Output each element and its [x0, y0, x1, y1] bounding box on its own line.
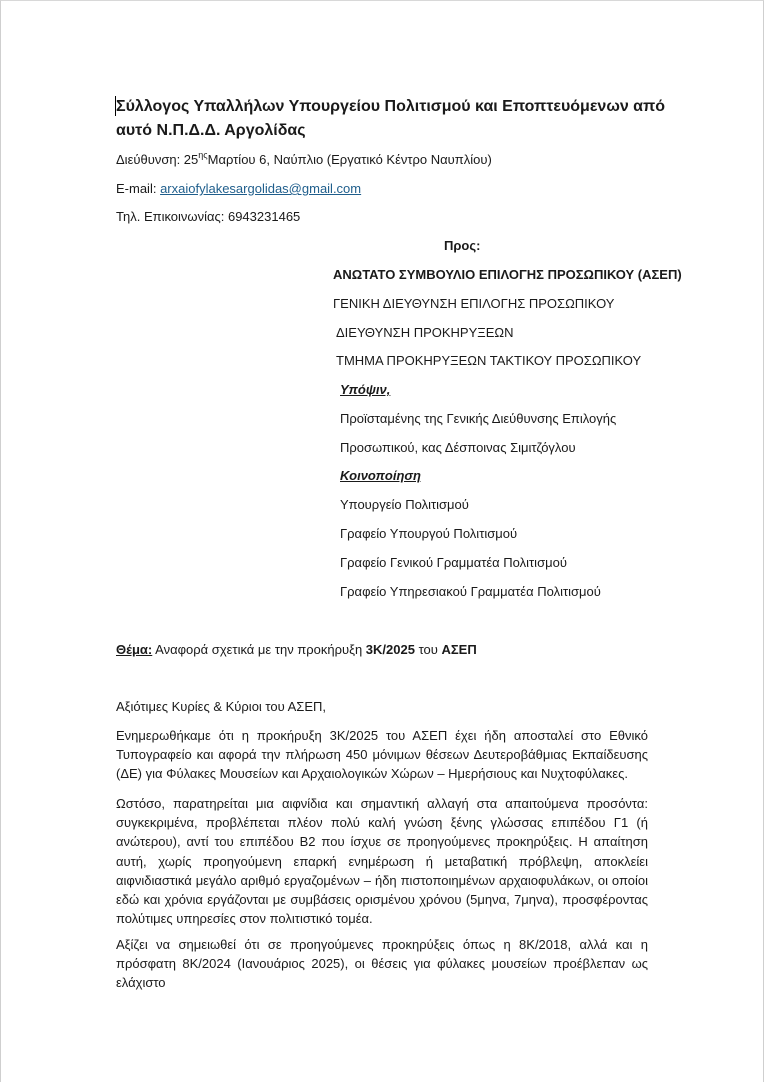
subject-line [116, 641, 477, 659]
body-paragraph-1: Ενημερωθήκαμε ότι η προκήρυξη 3Κ/2025 του ΑΣΕΠ έχει ήδη αποσταλεί στο Εθνικό Τυπογραφείο και αφορά την πλήρωση 450 μόνιμων θέσεων Δευτεροβάθμιας Εκπαίδευσης (ΔΕ) για Φύλακες Μουσείων και Αρχαιολογικών Χώρων – Ημερήσιους και Νυχτοφύλακες. [116, 728, 648, 782]
body-paragraph-3: Αξίζει να σημειωθεί ότι σε προηγούμενες προκηρύξεις όπως η 8Κ/2018, αλλά και η πρόσφατη 8Κ/2024 (Ιανουάριος 2025), οι θέσεις για φύλακες μουσείων προέβλεπαν ως ελάχιστο [116, 937, 648, 991]
cc-line-2: Γραφείο Υπουργού Πολιτισμού [340, 526, 518, 541]
cc-line-3: Γραφείο Γενικού Γραμματέα Πολιτισμού [340, 555, 567, 570]
recipient-line-4: ΤΜΗΜΑ ΠΡΟΚΗΡΥΞΕΩΝ ΤΑΚΤΙΚΟΥ ΠΡΟΣΩΠΙΚΟΥ [336, 353, 642, 368]
address-label: Διεύθυνση: 25 [116, 152, 199, 167]
cc-line-1: Υπουργείο Πολιτισμού [340, 497, 469, 512]
recipient-line-2: ΓΕΝΙΚΗ ΔΙΕΥΘΥΝΣΗ ΕΠΙΛΟΓΗΣ ΠΡΟΣΩΠΙΚΟΥ [333, 296, 615, 311]
attention-line-1: Προϊσταμένης της Γενικής Διεύθυνσης Επιλογής [340, 411, 617, 426]
address-superscript: ης [198, 149, 208, 160]
recipient-line-1: ΑΝΩΤΑΤΟ ΣΥΜΒΟΥΛΙΟ ΕΠΙΛΟΓΗΣ ΠΡΟΣΩΠΙΚΟΥ (ΑΣΕΠ) [333, 267, 682, 282]
address-line [116, 151, 492, 169]
body-paragraph-2: Ωστόσο, παρατηρείται μια αιφνίδια και σημαντική αλλαγή στα απαιτούμενα προσόντα: συγκεκριμένα, προβλέπεται πλέον πολύ καλή γνώση ξένης γλώσσας επιπέδου Γ1 (ή ανώτερου), αντί του επιπέδου Β2 που ίσχυε σε προηγούμενες προκηρύξεις. Η απαίτηση αυτή, χωρίς προηγούμενη επαρκή ενημέρωση ή μεταβατική πρόβλεψη, αποκλείει αιφνιδιαστικά μεγάλο αριθμό εργαζομένων – ήδη πιστοποιημένων αρχαιοφυλάκων, οι οποίοι εδώ και χρόνια εργάζονται με συμβάσεις ορισμένου χρόνου (5μηνα, 7μηνα), προσφέροντας πολύτιμες υπηρεσίες στον πολιτιστικό τομέα. [116, 796, 648, 927]
subject-text: Αναφορά σχετικά με την προκήρυξη [152, 642, 366, 657]
subject-label: Θέμα: [116, 642, 153, 657]
attention-line-2: Προσωπικού, κας Δέσποινας Σιμιτζόγλου [340, 440, 576, 455]
subject-code: 3Κ/2025 [365, 642, 415, 657]
cc-label: Κοινοποίηση [340, 468, 421, 483]
email-line [116, 180, 361, 198]
recipient-line-3: ΔΙΕΥΘΥΝΣΗ ΠΡΟΚΗΡΥΞΕΩΝ [336, 325, 514, 340]
attention-label: Υπόψιν, [340, 382, 391, 397]
organization-title: Σύλλογος Υπαλλήλων Υπουργείου Πολιτισμού και Εποπτευόμενων από αυτό Ν.Π.Δ.Δ. Αργολίδας [116, 98, 666, 139]
phone-line: Τηλ. Επικοινωνίας: 6943231465 [116, 209, 301, 224]
email-link[interactable]: arxaiofylakesargolidas@gmail.com [160, 181, 362, 196]
cc-line-4: Γραφείο Υπηρεσιακού Γραμματέα Πολιτισμού [340, 584, 601, 599]
to-label: Προς: [444, 238, 481, 253]
address-rest: Μαρτίου 6, Ναύπλιο (Εργατικό Κέντρο Ναυπλίου) [207, 152, 492, 167]
greeting: Αξιότιμες Κυρίες & Κύριοι του ΑΣΕΠ, [116, 699, 326, 714]
subject-text-2: του [414, 642, 442, 657]
email-label: E-mail: [116, 181, 161, 196]
subject-org: ΑΣΕΠ [441, 642, 477, 657]
